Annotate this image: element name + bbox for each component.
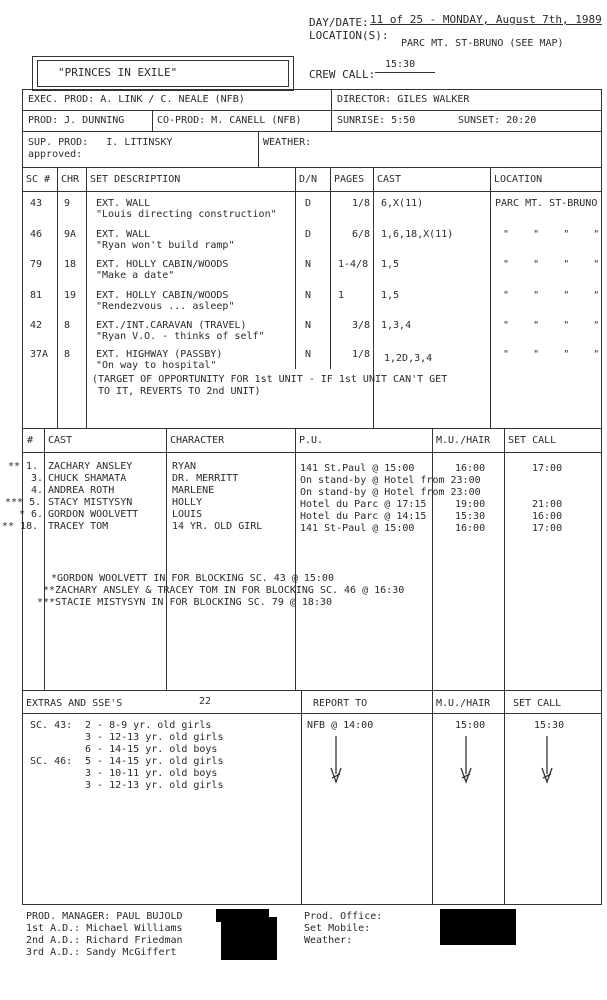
scene-row-location: " " " "	[503, 229, 600, 240]
scenes-header-chr: CHR	[61, 174, 80, 185]
extras-header-setcall: SET CALL	[513, 698, 562, 709]
scenes-header-dn: D/N	[299, 174, 318, 185]
prod: PROD: J. DUNNING	[28, 115, 125, 126]
scene-row-pages: 6/8	[352, 229, 371, 240]
scene-row-pages: 1/8	[352, 198, 371, 209]
scene-row-dn: N	[305, 259, 312, 270]
cast-row-name: ZACHARY ANSLEY	[48, 461, 133, 472]
daydate-value: 11 of 25 - MONDAY, August 7th, 1989	[370, 13, 602, 26]
extras-header: EXTRAS AND SSE'S	[26, 698, 123, 709]
daydate-label: DAY/DATE:	[309, 16, 369, 29]
scenes-header-cast: CAST	[377, 174, 402, 185]
scene-row-cast: 6,X(11)	[381, 198, 424, 209]
crew-call-underline	[375, 72, 435, 73]
cast-row-mu: 16:00	[455, 463, 486, 474]
director: DIRECTOR: GILES WALKER	[337, 94, 470, 105]
cast-row-pu: Hotel du Parc @ 14:15	[300, 511, 427, 522]
scene-row-desc: "Make a date"	[96, 270, 175, 281]
extras-setcall: 15:30	[534, 720, 565, 731]
scenes-header-location: LOCATION	[494, 174, 543, 185]
scenes-header-sc: SC #	[26, 174, 51, 185]
cast-row-character: HOLLY	[172, 497, 203, 508]
scene-row-sc: 81	[30, 290, 43, 301]
prod-office: Prod. Office:	[304, 911, 383, 922]
cast-row-name: ANDREA ROTH	[48, 485, 115, 496]
scene-row-cast: 1,5	[381, 290, 400, 301]
scene-row-dn: N	[305, 290, 312, 301]
scene-row-set: EXT. WALL	[96, 198, 151, 209]
scene-row-location: " " " "	[503, 349, 600, 360]
scene-row-set: EXT. HOLLY CABIN/WOODS	[96, 259, 229, 270]
scene-row-pages: 1-4/8	[338, 259, 369, 270]
scene-row-location: " " " "	[503, 320, 600, 331]
cast-row-num: *** 5.	[5, 497, 42, 508]
cast-row-pu: On stand-by @ Hotel from 23:00	[300, 487, 481, 498]
cast-row-num: * 6.	[19, 509, 44, 520]
scene-row-chr: 19	[64, 290, 77, 301]
scene-row-cast: 1,5	[381, 259, 400, 270]
extras-report-to: NFB @ 14:00	[307, 720, 374, 731]
cast-row-num: 4.	[31, 485, 44, 496]
prod-manager: PROD. MANAGER: PAUL BUJOLD	[26, 911, 183, 922]
scene-row-chr: 18	[64, 259, 77, 270]
ditto-arrow-icon	[537, 734, 557, 794]
scene-row-sc: 37A	[30, 349, 49, 360]
extras-line-sc: SC. 43:	[30, 720, 73, 731]
scene-row-cast: 1,6,18,X(11)	[381, 229, 454, 240]
redaction-block	[440, 909, 516, 945]
cast-note: *GORDON WOOLVETT IN FOR BLOCKING SC. 43 @ 15:00	[51, 573, 334, 584]
cast-header-mu: M.U./HAIR	[436, 435, 491, 446]
cast-row-setcall: 17:00	[532, 463, 563, 474]
scene-row-set: EXT./INT.CARAVAN (TRAVEL)	[96, 320, 247, 331]
scene-row-desc: "Ryan won't build ramp"	[96, 240, 235, 251]
extras-line: 3 - 10-11 yr. old boys	[85, 768, 218, 779]
scene-row-chr: 8	[64, 349, 71, 360]
second-ad: 2nd A.D.: Richard Friedman	[26, 935, 183, 946]
cast-header-character: CHARACTER	[170, 435, 225, 446]
weather: WEATHER:	[263, 137, 312, 148]
cast-row-setcall: 17:00	[532, 523, 563, 534]
cast-header-cast: CAST	[48, 435, 73, 446]
extras-line: 2 - 8-9 yr. old girls	[85, 720, 212, 731]
cast-row-character: MARLENE	[172, 485, 215, 496]
cast-row-character: DR. MERRITT	[172, 473, 239, 484]
third-ad: 3rd A.D.: Sandy McGiffert	[26, 947, 177, 958]
set-mobile: Set Mobile:	[304, 923, 371, 934]
scene-row-desc: "Louis directing construction"	[96, 209, 277, 220]
crew-call-label: CREW CALL:	[309, 68, 376, 81]
scene-row-cast: 1,3,4	[381, 320, 412, 331]
extras-line: 3 - 12-13 yr. old girls	[85, 732, 224, 743]
extras-mu: 15:00	[455, 720, 486, 731]
scene-row-dn: D	[305, 198, 312, 209]
sunrise: SUNRISE: 5:50	[337, 115, 416, 126]
approved: approved:	[28, 149, 83, 160]
scene-row-set: EXT. WALL	[96, 229, 151, 240]
cast-row-setcall: 16:00	[532, 511, 563, 522]
scene-row-set: EXT. HOLLY CABIN/WOODS	[96, 290, 229, 301]
cast-row-mu: 15:30	[455, 511, 486, 522]
cast-row-num: 3.	[31, 473, 44, 484]
production-title: "PRINCES IN EXILE"	[58, 66, 178, 79]
extras-count: 22	[199, 696, 212, 707]
scene-row-location: PARC MT. ST-BRUNO	[495, 198, 598, 209]
scene-row-sc: 79	[30, 259, 43, 270]
scene-row-location: " " " "	[503, 290, 600, 301]
cast-note: ***STACIE MISTYSYN IN FOR BLOCKING SC. 79 @ 18:30	[37, 597, 333, 608]
cast-header-pu: P.U.	[299, 435, 324, 446]
cast-row-num: ** 18.	[2, 521, 39, 532]
scenes-note-line2: TO IT, REVERTS TO 2nd UNIT)	[98, 386, 261, 397]
scene-row-dn: N	[305, 349, 312, 360]
cast-row-setcall: 21:00	[532, 499, 563, 510]
cast-row-mu: 16:00	[455, 523, 486, 534]
cast-row-pu: 141 St-Paul @ 15:00	[300, 523, 415, 534]
scenes-header-pages: PAGES	[334, 174, 365, 185]
scenes-header-set: SET DESCRIPTION	[90, 174, 181, 185]
cast-note: **ZACHARY ANSLEY & TRACEY TOM IN FOR BLOCKING SC. 46 @ 16:30	[43, 585, 405, 596]
scene-row-location: " " " "	[503, 259, 600, 270]
first-ad: 1st A.D.: Michael Williams	[26, 923, 183, 934]
cast-row-character: LOUIS	[172, 509, 203, 520]
scene-row-chr: 9	[64, 198, 71, 209]
scene-row-desc: "Ryan V.O. - thinks of self"	[96, 331, 265, 342]
scene-row-sc: 43	[30, 198, 43, 209]
scene-row-desc: "On way to hospital"	[96, 360, 217, 371]
location-value: PARC MT. ST-BRUNO (SEE MAP)	[401, 38, 564, 49]
cast-row-name: STACY MISTYSYN	[48, 497, 133, 508]
scene-row-pages: 1	[338, 290, 345, 301]
scene-row-sc: 42	[30, 320, 43, 331]
scene-row-pages: 3/8	[352, 320, 371, 331]
cast-row-character: 14 YR. OLD GIRL	[172, 521, 263, 532]
cast-row-num: ** 1.	[8, 461, 39, 472]
cast-header-num: #	[27, 435, 34, 446]
scene-row-set: EXT. HIGHWAY (PASSBY)	[96, 349, 223, 360]
exec-prod: EXEC. PROD: A. LINK / C. NEALE (NFB)	[28, 94, 245, 105]
cast-header-setcall: SET CALL	[508, 435, 557, 446]
sunset: SUNSET: 20:20	[458, 115, 537, 126]
footer-weather: Weather:	[304, 935, 353, 946]
cast-row-pu: 141 St.Paul @ 15:00	[300, 463, 415, 474]
scene-row-sc: 46	[30, 229, 43, 240]
scene-row-pages: 1/8	[352, 349, 371, 360]
scene-row-dn: D	[305, 229, 312, 240]
extras-header-mu: M.U./HAIR	[436, 698, 491, 709]
extras-line: 6 - 14-15 yr. old boys	[85, 744, 218, 755]
cast-row-name: CHUCK SHAMATA	[48, 473, 127, 484]
extras-line: 5 - 14-15 yr. old girls	[85, 756, 224, 767]
scene-row-chr: 9A	[64, 229, 77, 240]
cast-row-pu: Hotel du Parc @ 17:15	[300, 499, 427, 510]
co-prod: CO-PROD: M. CANELL (NFB)	[157, 115, 302, 126]
extras-header-report: REPORT TO	[313, 698, 368, 709]
cast-row-mu: 19:00	[455, 499, 486, 510]
cast-row-pu: On stand-by @ Hotel from 23:00	[300, 475, 481, 486]
scene-row-desc: "Rendezvous ... asleep"	[96, 301, 235, 312]
scenes-note-line1: (TARGET OF OPPORTUNITY FOR 1st UNIT - IF 1st UNIT CAN'T GET	[92, 374, 448, 385]
scene-row-cast: 1,2D,3,4	[384, 353, 433, 364]
location-label: LOCATION(S):	[309, 29, 389, 42]
ditto-arrow-icon	[326, 734, 346, 794]
cast-row-name: GORDON WOOLVETT	[48, 509, 139, 520]
ditto-arrow-icon	[456, 734, 476, 794]
scene-row-chr: 8	[64, 320, 71, 331]
cast-row-name: TRACEY TOM	[48, 521, 109, 532]
extras-line: 3 - 12-13 yr. old girls	[85, 780, 224, 791]
cast-row-character: RYAN	[172, 461, 197, 472]
sup-prod: SUP. PROD: I. LITINSKY	[28, 137, 173, 148]
redaction-block	[221, 917, 277, 960]
scene-row-dn: N	[305, 320, 312, 331]
extras-line-sc: SC. 46:	[30, 756, 73, 767]
crew-call-value: 15:30	[385, 59, 416, 70]
